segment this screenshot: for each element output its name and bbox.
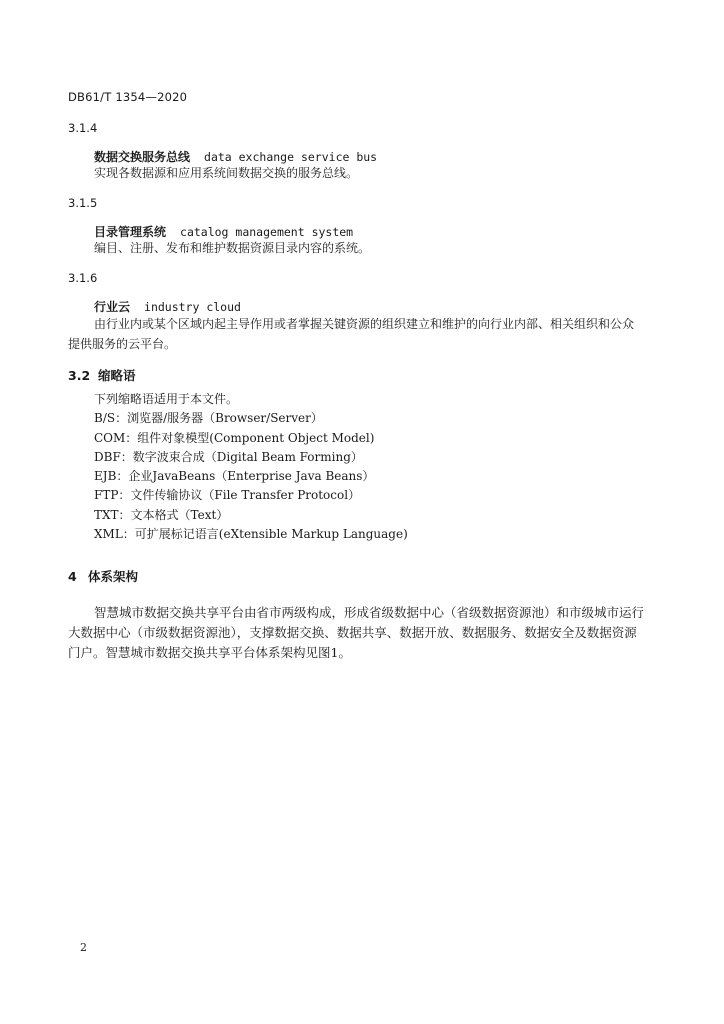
- section-title: 缩略语: [98, 368, 136, 383]
- section-title: 体系架构: [88, 569, 139, 584]
- term-definition: 编目、注册、发布和维护数据资源目录内容的系统。: [94, 241, 371, 255]
- section-heading: [68, 366, 136, 384]
- list-item: FTP：文件传输协议（File Transfer Protocol）: [94, 488, 361, 503]
- section-number: 4: [68, 569, 77, 584]
- list-item: COM：组件对象模型(Component Object Model): [94, 430, 375, 445]
- term-heading: [94, 223, 353, 240]
- document-header: DB61/T 1354—2020: [68, 90, 188, 104]
- term-definition: 实现各数据源和应用系统间数据交换的服务总线。: [94, 166, 359, 180]
- term-english: catalog management system: [180, 225, 354, 239]
- list-item: B/S：浏览器/服务器（Browser/Server）: [94, 411, 323, 426]
- section-number: 3.2: [68, 368, 91, 383]
- abbreviation-list: [94, 390, 408, 544]
- term-english: data exchange service bus: [204, 150, 378, 164]
- list-item: TXT：文本格式（Text）: [94, 507, 229, 522]
- clause-number: 3.1.4: [68, 121, 98, 135]
- term-heading: [94, 148, 377, 165]
- list-item: XML：可扩展标记语言(eXtensible Markup Language): [94, 527, 408, 542]
- term-english: industry cloud: [144, 300, 241, 314]
- clause-number: 3.1.6: [68, 271, 98, 285]
- clause-number: 3.1.5: [68, 196, 98, 210]
- term-chinese: 目录管理系统: [94, 225, 167, 239]
- term-chinese: 数据交换服务总线: [94, 150, 191, 164]
- abbreviation-intro: 下列缩略语适用于本文件。: [94, 392, 239, 406]
- page-number: 2: [80, 941, 87, 954]
- list-item: DBF：数字波束合成（Digital Beam Forming）: [94, 449, 363, 464]
- term-chinese: 行业云: [94, 300, 131, 314]
- section-heading: [68, 567, 138, 585]
- term-definition: 由行业内或某个区域内起主导作用或者掌握关键资源的组织建立和维护的向行业内部、相关组织和公众提供服务的云平台。: [68, 317, 635, 351]
- list-item: EJB：企业JavaBeans（Enterprise Java Beans）: [94, 469, 375, 484]
- term-heading: [94, 298, 241, 315]
- body-paragraph: 智慧城市数据交换共享平台由省市两级构成，形成省级数据中心（省级数据资源池）和市级城市运行大数据中心（市级数据资源池），支撑数据交换、数据共享、数据开放、数据服务、数据安全及数据资源门户。智慧城市数据交换共享平台体系架构见图1。: [68, 605, 645, 660]
